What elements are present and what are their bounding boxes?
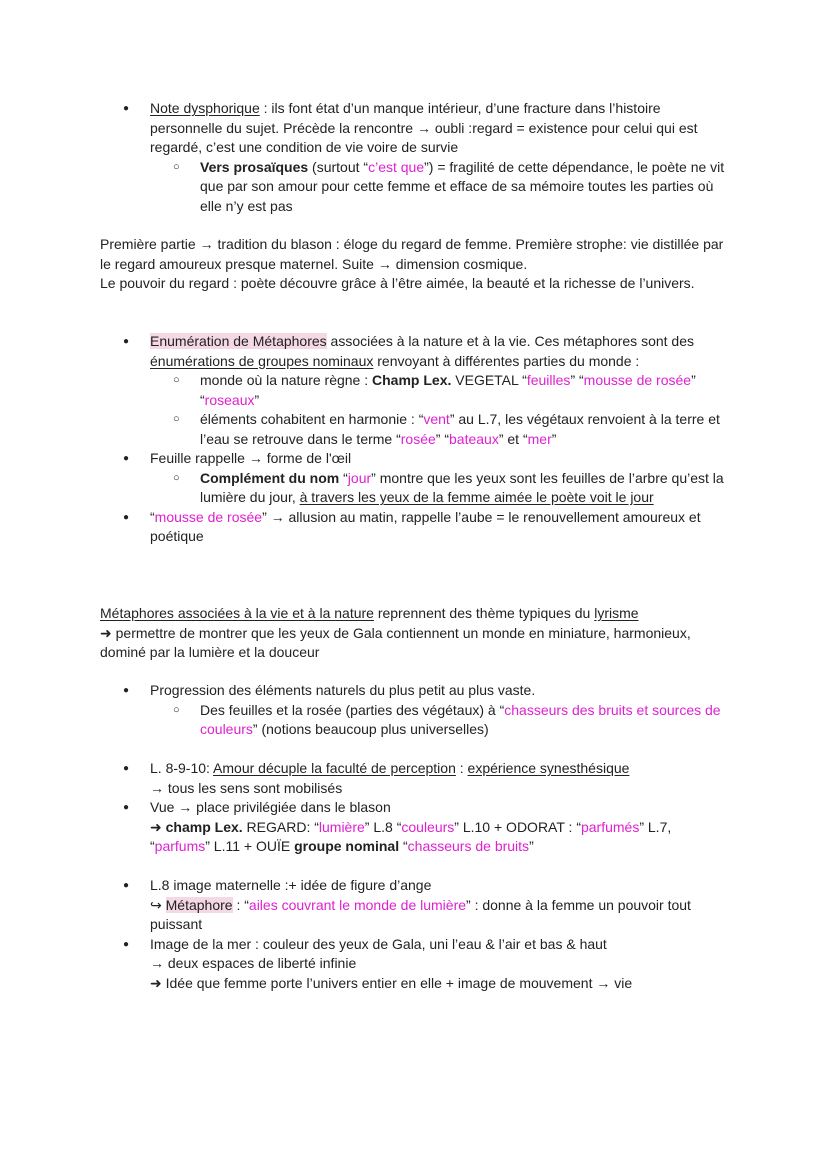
bullet-item: ● “mousse de rosée” → allusion au matin, rappelle l’aube = le renouvellement amoureux et poétique bbox=[100, 508, 730, 547]
paragraph-line: Le pouvoir du regard : poète découvre grâce à l’être aimée, la beauté et la richesse de l’univers. bbox=[100, 275, 695, 291]
bullet-item: ● Vue → place privilégiée dans le blason ➜ champ Lex. REGARD: “lumière” L.8 “couleurs” L.10 + ODORAT : “parfumés” L.7, “parfums” L.11 + OUÏE groupe nominal “chasseurs de bruits” bbox=[100, 798, 730, 857]
sub-bullet-item: ○ Vers prosaïques (surtout “c’est que”) = fragilité de cette dépendance, le poète ne vit que par son amour pour cette femme et efface de sa mémoire toutes les parties où elle n’y est pas bbox=[100, 158, 730, 217]
sub-bullet-item: ○ éléments cohabitent en harmonie : “vent” au L.7, les végétaux renvoient à la terre et l’eau se retrouve dans le terme “rosée” “bateaux” et “mer” bbox=[100, 410, 730, 449]
highlighted-term: Enumération de Métaphores bbox=[150, 333, 327, 349]
term-note-dysphorique: Note dysphorique bbox=[150, 100, 260, 116]
sub-bullet-item: ○ Des feuilles et la rosée (parties des végétaux) à “chasseurs des bruits et sources de couleurs” (notions beaucoup plus universelles) bbox=[100, 701, 730, 740]
bullet-item: ● L.8 image maternelle :+ idée de figure d’ange ↪ Métaphore : “ailes couvrant le monde de lumière” : donne à la femme un pouvoir tout puissant bbox=[100, 876, 730, 935]
quote: c’est que bbox=[368, 158, 425, 175]
bullet-item: ● Feuille rappelle → forme de l'œil bbox=[100, 449, 730, 469]
section-perception bbox=[100, 759, 730, 857]
bullet-item: ● Image de la mer : couleur des yeux de Gala, uni l’eau & l’air et bas & haut → deux espaces de liberté infinie ➜ Idée que femme porte l’univers entier en elle + image de mouvement → vie bbox=[100, 935, 730, 994]
highlighted-term: Métaphore bbox=[165, 896, 233, 913]
bullet-item: ● Enumération de Métaphores associées à la nature et à la vie. Ces métaphores sont des énumérations de groupes nominaux renvoyant à différentes parties du monde : bbox=[100, 332, 730, 371]
bullet-item: ● Progression des éléments naturels du plus petit au plus vaste. bbox=[100, 681, 730, 701]
sub-bullet-item: ○ monde où la nature règne : Champ Lex. VEGETAL “feuilles” “mousse de rosée” “roseaux” bbox=[100, 371, 730, 410]
paragraph-metaphores bbox=[100, 604, 730, 663]
section-note-dysphorique bbox=[100, 99, 730, 216]
paragraph-premiere-partie bbox=[100, 235, 730, 294]
section-enumeration-metaphores bbox=[100, 332, 730, 547]
paragraph-line: ➜ permettre de montrer que les yeux de Gala contiennent un monde en miniature, harmonieux, dominé par la lumière et la douceur bbox=[100, 624, 691, 660]
sub-bullet-item: ○ Complément du nom “jour” montre que les yeux sont les feuilles de l’arbre qu’est la lumière du jour, à travers les yeux de la femme aimée le poète voit le jour bbox=[100, 469, 730, 508]
bullet-item: ● Note dysphorique : ils font état d’un manque intérieur, d’une fracture dans l’histoire personnelle du sujet. Précède la rencontre → oubli :regard = existence pour celui qui est regardé, c’est une condition de vie voire de survie bbox=[100, 99, 730, 158]
section-image-maternelle bbox=[100, 876, 730, 993]
section-progression bbox=[100, 681, 730, 740]
paragraph-line: Métaphores associées à la vie et à la nature reprennent des thème typiques du lyrisme bbox=[100, 605, 639, 621]
bullet-item: ● L. 8-9-10: Amour décuple la faculté de perception : expérience synesthésique → tous les sens sont mobilisés bbox=[100, 759, 730, 798]
paragraph-line: Première partie → tradition du blason : éloge du regard de femme. Première strophe: vie distillée par le regard amoureux presque maternel. Suite → dimension cosmique. bbox=[100, 236, 724, 272]
